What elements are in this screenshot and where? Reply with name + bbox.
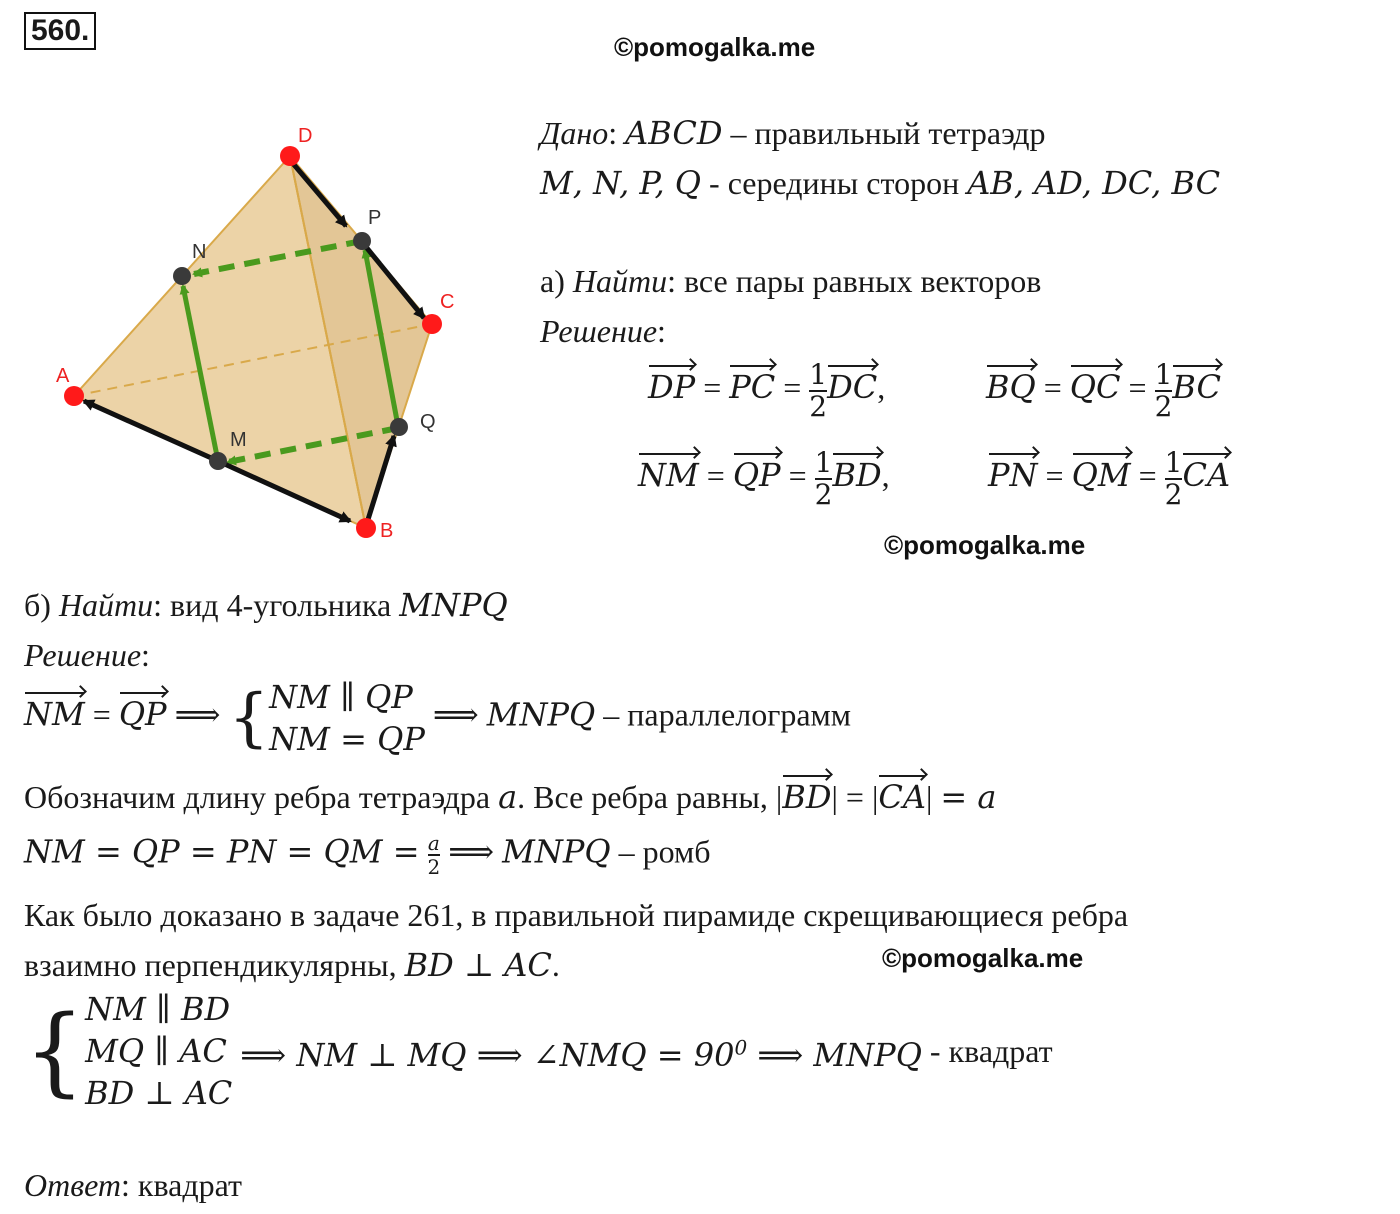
- proof-line-2: взаимно перпендикулярны, BD ⊥ AC.: [24, 946, 560, 984]
- label-a: A: [56, 365, 70, 387]
- vertex-c: [422, 314, 442, 334]
- label-c: C: [440, 291, 455, 313]
- given-line-1: Дано: ABCD – правильный тетраэдр: [540, 114, 1046, 152]
- label-q: Q: [420, 411, 436, 433]
- label-b: B: [380, 520, 394, 542]
- given-line-2: M, N, P, Q - середины сторон AB, AD, DC, BC: [540, 164, 1221, 202]
- edge-length-line: Обозначим длину ребра тетраэдра a. Все ребра равны, |BD| = |CA| = a: [24, 778, 997, 816]
- equation-bq-qc: BQ = QC = $\frac{1}{2}$ BC: [986, 358, 1221, 423]
- vertex-d: [280, 146, 300, 166]
- problem-number: 560.: [24, 12, 96, 50]
- equation-pn-qm: PN = QM = $\frac{1}{2}$ CA: [988, 446, 1231, 511]
- watermark-middle: ©pomogalka.me: [884, 530, 1086, 560]
- watermark-top: ©pomogalka.me: [614, 32, 816, 62]
- label-d: D: [298, 125, 313, 147]
- midpoint-n: [173, 267, 191, 285]
- rhombus-line: NM = QP = PN = QM = $\frac{a}{2}$ ⟹ MNPQ – ромб: [24, 831, 711, 879]
- square-system: { NM ∥ BD MQ ∥ AC BD ⊥ AC ⟹ NM ⊥ MQ ⟹ ∠NMQ = $90^0$ ⟹ MNPQ - квадрат: [24, 990, 1053, 1112]
- equation-dp-pc: DP = PC = $\frac{1}{2}$ DC,: [648, 358, 886, 423]
- equation-nm-qp: NM = QP = $\frac{1}{2}$ BD,: [638, 446, 890, 511]
- midpoint-q: [390, 418, 408, 436]
- parallelogram-line: NM = QP ⟹ { NM ∥ QP NM = QP ⟹ MNPQ – параллелограмм: [24, 678, 852, 758]
- midpoint-p: [353, 232, 371, 250]
- label-n: N: [192, 241, 207, 263]
- label-p: P: [368, 207, 382, 229]
- midpoint-m: [209, 452, 227, 470]
- part-a-find: а) Найти: все пары равных векторов: [540, 263, 1042, 299]
- vertex-b: [356, 518, 376, 538]
- answer-line: Ответ: квадрат: [24, 1167, 242, 1203]
- tetrahedron-figure: [0, 0, 520, 560]
- proof-line-1: Как было доказано в задаче 261, в правильной пирамиде скрещивающиеся ребра: [24, 897, 1129, 933]
- part-b-solution-label: Решение:: [24, 637, 150, 673]
- part-a-solution-label: Решение:: [540, 313, 666, 349]
- watermark-bottom: ©pomogalka.me: [882, 943, 1084, 973]
- part-b-find: б) Найти: вид 4-угольника MNPQ: [24, 586, 508, 624]
- vertex-a: [64, 386, 84, 406]
- label-m: M: [230, 429, 247, 451]
